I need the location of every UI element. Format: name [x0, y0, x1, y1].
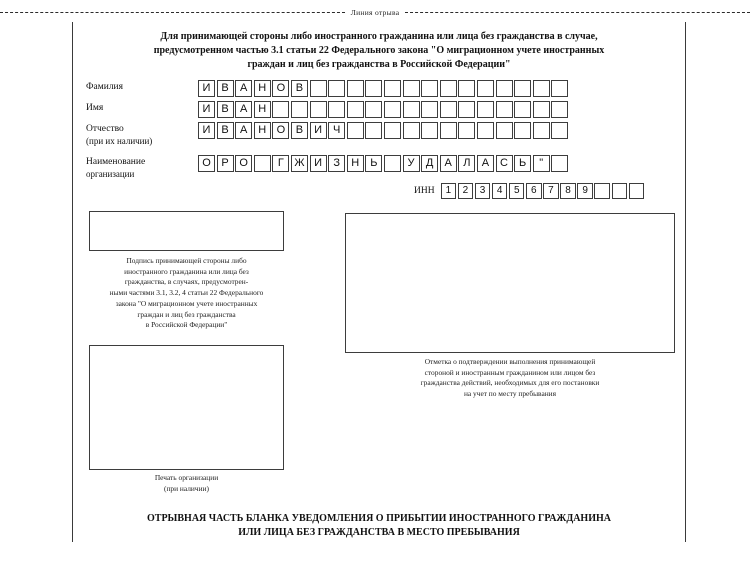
char-cell[interactable] [551, 122, 568, 139]
confirmation-mark-box[interactable] [345, 213, 675, 353]
char-cell[interactable] [347, 101, 364, 118]
char-cell[interactable]: Ч [328, 122, 345, 139]
char-cell[interactable]: И [198, 80, 215, 97]
char-cell[interactable] [496, 122, 513, 139]
char-cell[interactable] [403, 80, 420, 97]
field-organization-label [86, 155, 198, 180]
char-cell[interactable] [440, 80, 457, 97]
char-cell[interactable] [421, 101, 438, 118]
mark-caption-line-4: на учет по месту пребывания [463, 389, 557, 399]
field-inn-cells[interactable] [441, 183, 646, 199]
char-cell[interactable] [533, 80, 550, 97]
signature-caption-line-1: Подпись принимающей стороны либо [126, 256, 247, 265]
char-cell[interactable]: Р [217, 155, 234, 172]
char-cell[interactable]: Г [272, 155, 289, 172]
char-cell[interactable]: 7 [543, 183, 559, 199]
form-footer [86, 512, 672, 540]
char-cell[interactable] [458, 80, 475, 97]
form-header-line-1: Для принимающей стороны либо иностранного гражданина или лица без гражданства в случае, [160, 31, 598, 42]
char-cell[interactable] [384, 122, 401, 139]
signature-caption-line-4: ными частями 3.1, 3.2, 4 статьи 22 Федерального [109, 288, 264, 298]
field-firstname [86, 101, 570, 118]
char-cell[interactable]: 1 [441, 183, 457, 199]
char-cell[interactable] [421, 80, 438, 97]
field-patronymic [86, 122, 570, 147]
char-cell[interactable] [384, 80, 401, 97]
char-cell[interactable] [551, 101, 568, 118]
char-cell[interactable]: В [291, 80, 308, 97]
char-cell[interactable]: В [217, 122, 234, 139]
char-cell[interactable] [403, 122, 420, 139]
field-firstname-label: Имя [86, 103, 104, 113]
char-cell[interactable] [421, 122, 438, 139]
char-cell[interactable]: А [235, 122, 252, 139]
char-cell[interactable] [347, 80, 364, 97]
char-cell[interactable]: И [198, 122, 215, 139]
signature-caption [89, 256, 284, 331]
signature-caption-line-3: гражданства, в случаях, предусмотрен- [124, 277, 249, 287]
char-cell[interactable]: И [310, 155, 327, 172]
signature-caption-line-5: закона "О миграционном учете иностранных [115, 298, 258, 308]
signature-caption-line-7: в Российской Федерации" [145, 320, 228, 330]
field-patronymic-label-text: Отчество [86, 124, 124, 134]
field-surname-cells[interactable] [198, 80, 570, 97]
char-cell[interactable] [458, 101, 475, 118]
char-cell[interactable]: В [217, 80, 234, 97]
char-cell[interactable] [458, 122, 475, 139]
mark-caption-line-2: стороной и иностранным гражданином или лицом без [424, 367, 596, 377]
form-header-line-2: предусмотренном частью 3.1 статьи 22 Федерального закона "О миграционном учете иностранных [153, 44, 605, 56]
field-patronymic-cells[interactable] [198, 122, 570, 139]
tear-off-line [0, 6, 750, 18]
confirmation-mark-caption [345, 357, 675, 400]
signature-caption-line-6: граждан и лиц без гражданства [137, 309, 236, 319]
char-cell[interactable]: З [328, 155, 345, 172]
signature-caption-line-2: иностранного гражданина или лица без [124, 266, 249, 276]
char-cell[interactable] [477, 80, 494, 97]
char-cell[interactable]: 6 [526, 183, 542, 199]
char-cell[interactable] [514, 101, 531, 118]
field-surname-label: Фамилия [86, 82, 124, 92]
char-cell[interactable] [291, 101, 308, 118]
char-cell[interactable]: 8 [560, 183, 576, 199]
field-patronymic-sublabel: (при их наличии) [86, 135, 153, 146]
char-cell[interactable]: В [291, 122, 308, 139]
mark-caption-line-1: Отметка о подтверждении выполнения принимающей [424, 357, 596, 366]
stamp-caption-line-2: (при наличии) [164, 483, 209, 493]
form-header-line-3: граждан и лиц без гражданства в Российской Федерации" [247, 58, 511, 70]
char-cell[interactable]: Н [254, 101, 271, 118]
char-cell[interactable] [477, 101, 494, 118]
char-cell[interactable] [594, 183, 610, 199]
char-cell[interactable]: 3 [475, 183, 491, 199]
char-cell[interactable]: И [198, 101, 215, 118]
char-cell[interactable]: И [310, 122, 327, 139]
field-organization-cells[interactable] [198, 155, 570, 172]
char-cell[interactable] [384, 101, 401, 118]
char-cell[interactable]: О [198, 155, 215, 172]
char-cell[interactable] [496, 101, 513, 118]
char-cell[interactable]: Д [421, 155, 438, 172]
stamp-box[interactable] [89, 345, 284, 470]
char-cell[interactable]: Н [347, 155, 364, 172]
signature-box[interactable] [89, 211, 284, 251]
char-cell[interactable]: А [235, 101, 252, 118]
char-cell[interactable] [514, 122, 531, 139]
mark-caption-line-3: гражданства действий, необходимых для его постановки [420, 378, 600, 388]
char-cell[interactable] [551, 80, 568, 97]
stamp-caption-line-1: Печать организации [154, 473, 219, 482]
char-cell[interactable] [347, 122, 364, 139]
field-firstname-cells[interactable] [198, 101, 570, 118]
char-cell[interactable]: О [272, 80, 289, 97]
char-cell[interactable]: О [272, 122, 289, 139]
char-cell[interactable] [310, 80, 327, 97]
field-organization [86, 155, 570, 180]
form-footer-line-2: ИЛИ ЛИЦА БЕЗ ГРАЖДАНСТВА В МЕСТО ПРЕБЫВАНИЯ [238, 527, 520, 538]
char-cell[interactable] [365, 101, 382, 118]
char-cell[interactable] [272, 101, 289, 118]
char-cell[interactable]: Ь [514, 155, 531, 172]
char-cell[interactable] [310, 101, 327, 118]
char-cell[interactable]: 2 [458, 183, 474, 199]
form-header [86, 30, 672, 71]
char-cell[interactable]: 9 [577, 183, 593, 199]
char-cell[interactable]: А [440, 155, 457, 172]
char-cell[interactable]: 4 [492, 183, 508, 199]
char-cell[interactable] [384, 155, 401, 172]
char-cell[interactable]: А [477, 155, 494, 172]
char-cell[interactable]: Л [458, 155, 475, 172]
field-inn-label: ИНН [414, 185, 435, 196]
char-cell[interactable]: В [217, 101, 234, 118]
char-cell[interactable]: Н [254, 80, 271, 97]
char-cell[interactable] [533, 101, 550, 118]
tear-dash-left [0, 12, 345, 13]
char-cell[interactable] [440, 122, 457, 139]
char-cell[interactable]: О [235, 155, 252, 172]
char-cell[interactable]: А [235, 80, 252, 97]
char-cell[interactable]: У [403, 155, 420, 172]
tear-dash-right [405, 12, 750, 13]
char-cell[interactable] [328, 101, 345, 118]
char-cell[interactable] [551, 155, 568, 172]
char-cell[interactable]: Ж [291, 155, 308, 172]
char-cell[interactable] [477, 122, 494, 139]
char-cell[interactable]: 5 [509, 183, 525, 199]
char-cell[interactable]: С [496, 155, 513, 172]
char-cell[interactable] [365, 80, 382, 97]
char-cell[interactable] [496, 80, 513, 97]
form-footer-line-1: ОТРЫВНАЯ ЧАСТЬ БЛАНКА УВЕДОМЛЕНИЯ О ПРИБЫТИИ ИНОСТРАННОГО ГРАЖДАНИНА [147, 513, 611, 524]
field-patronymic-label [86, 122, 198, 147]
char-cell[interactable]: Н [254, 122, 271, 139]
char-cell[interactable] [328, 80, 345, 97]
field-organization-sublabel: организации [86, 168, 135, 179]
char-cell[interactable] [612, 183, 628, 199]
char-cell[interactable] [440, 101, 457, 118]
char-cell[interactable] [403, 101, 420, 118]
field-surname [86, 80, 570, 97]
char-cell[interactable] [629, 183, 645, 199]
field-inn [414, 183, 646, 199]
stamp-caption [89, 473, 284, 494]
char-cell[interactable]: " [533, 155, 550, 172]
char-cell[interactable] [254, 155, 271, 172]
tear-off-label: Линия отрыва [350, 7, 400, 17]
char-cell[interactable] [365, 122, 382, 139]
char-cell[interactable] [514, 80, 531, 97]
char-cell[interactable] [533, 122, 550, 139]
char-cell[interactable]: Ь [365, 155, 382, 172]
field-organization-label-text: Наименование [86, 157, 146, 167]
